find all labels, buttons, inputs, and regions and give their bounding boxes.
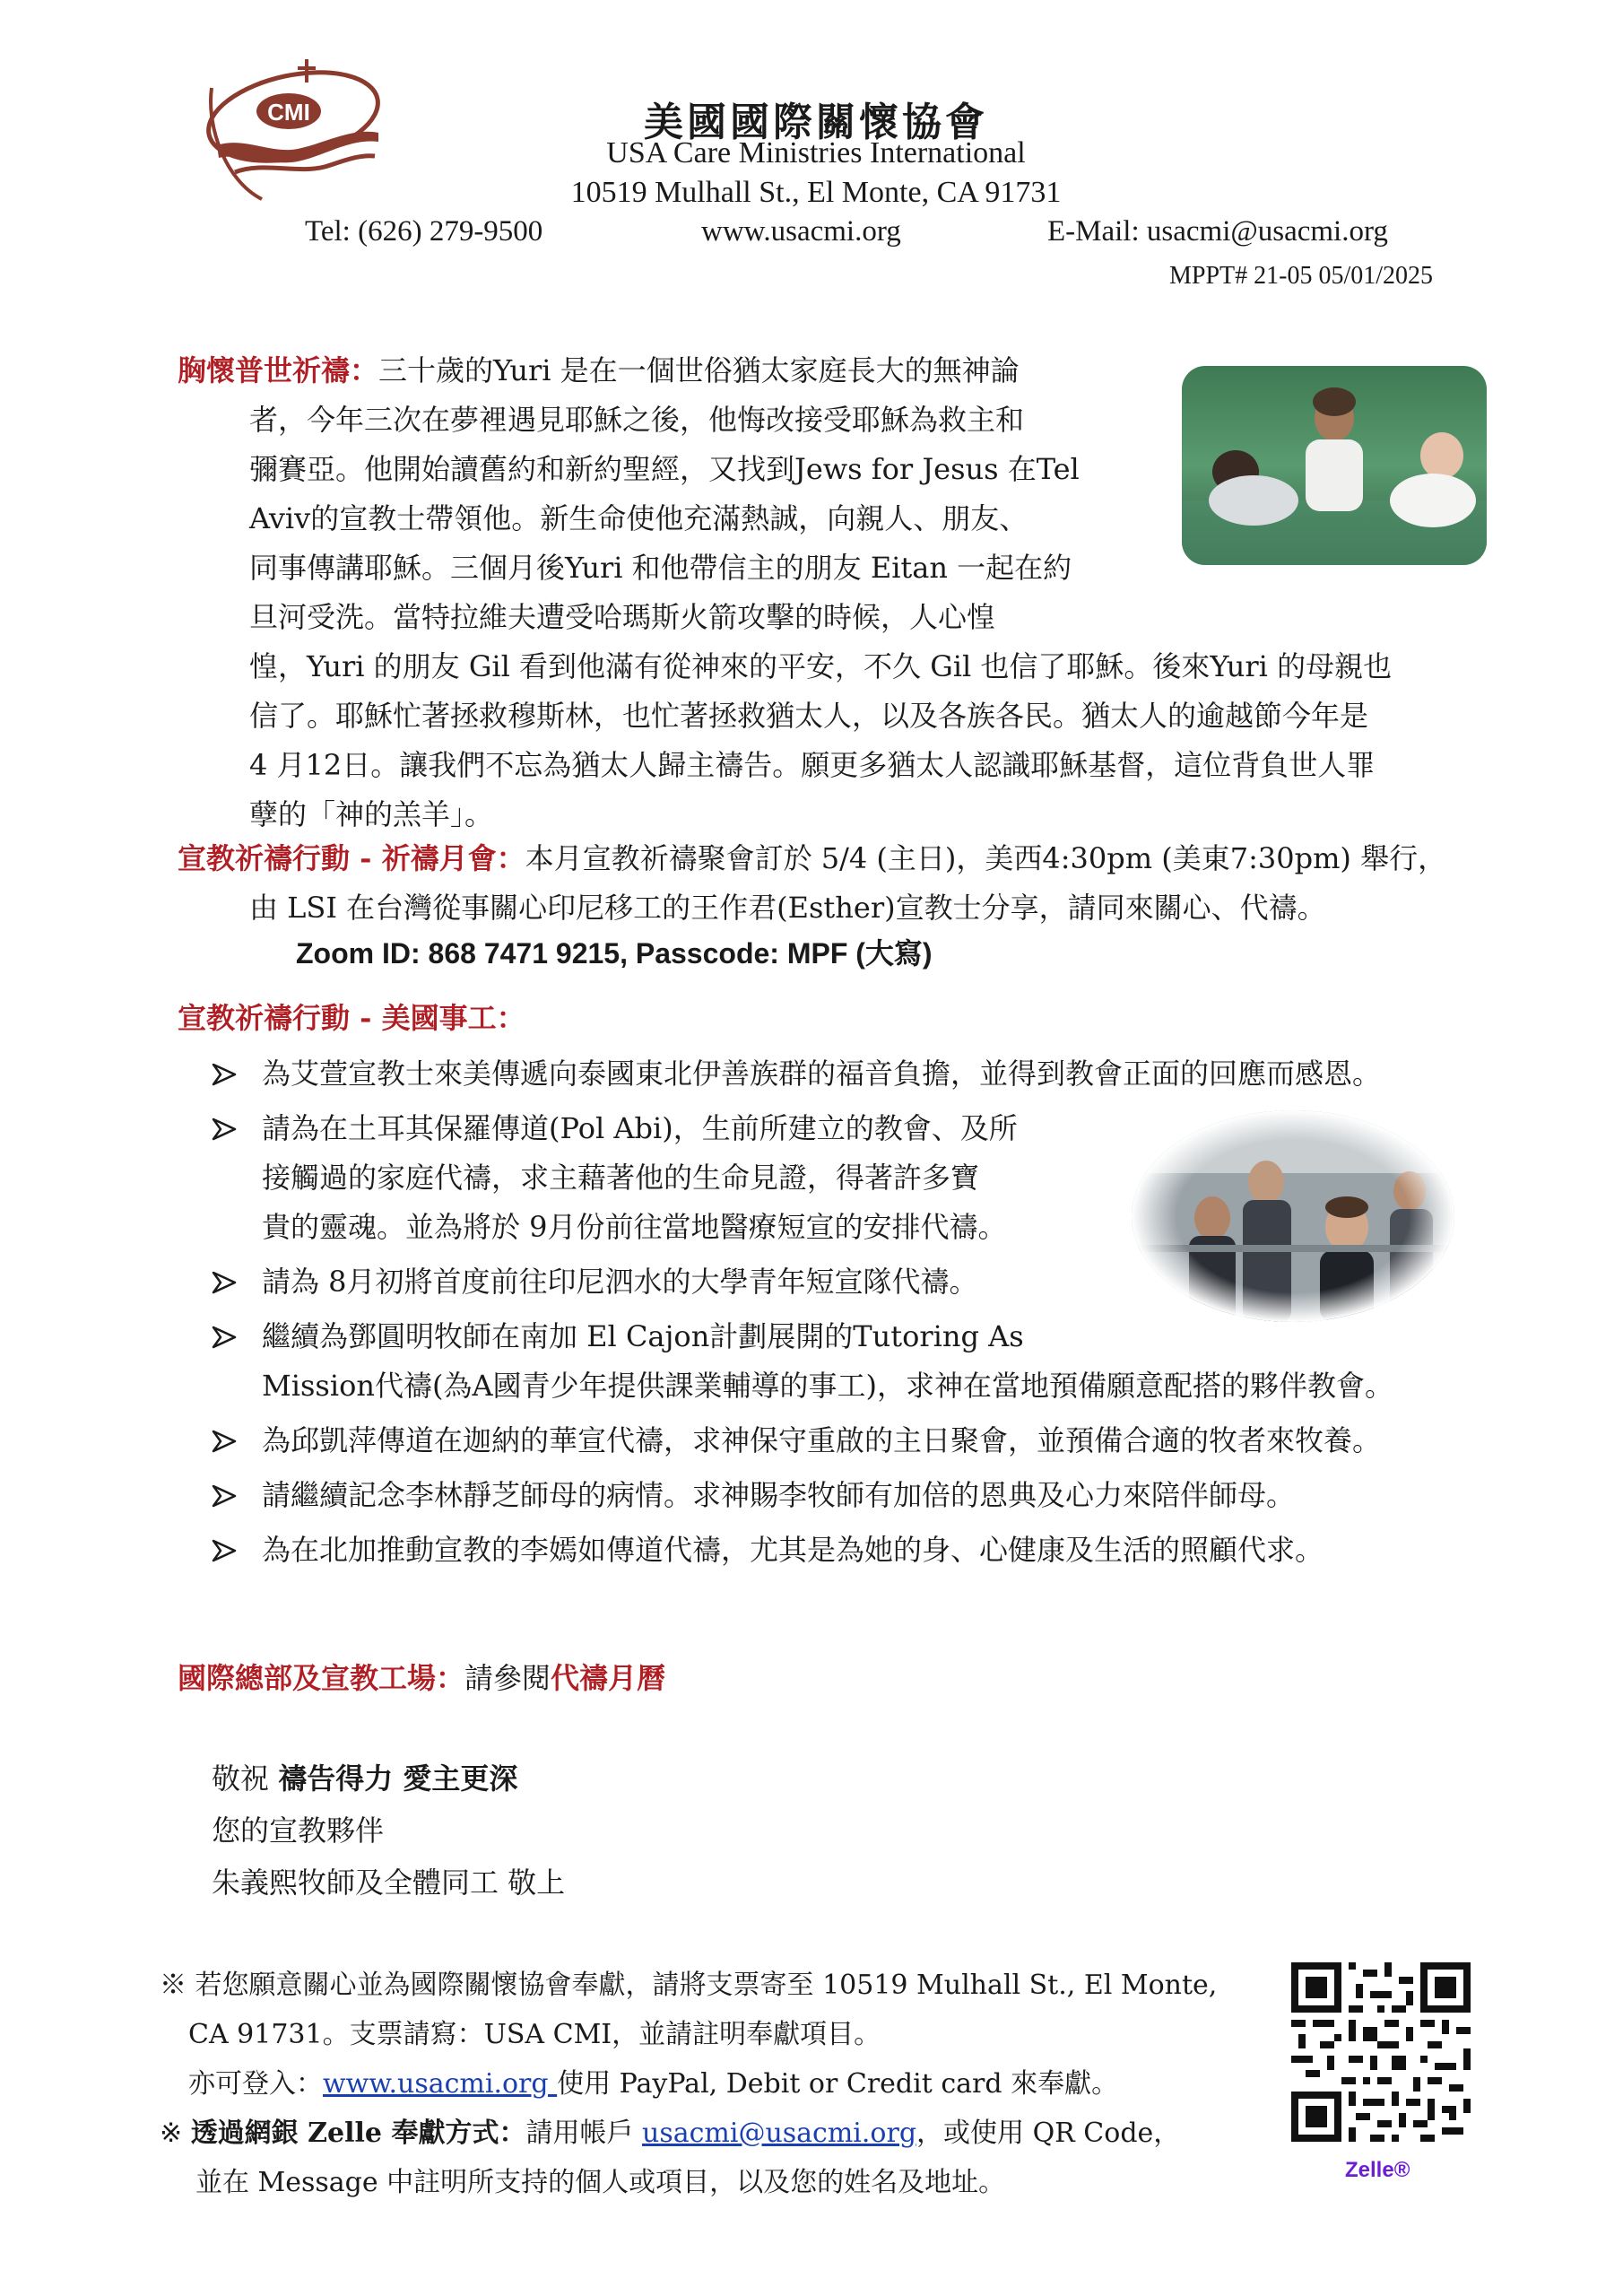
children-photo — [1132, 1110, 1454, 1322]
footer-text: ※ — [160, 2118, 191, 2149]
arrow-bullet-icon — [212, 1484, 237, 1508]
paragraph-line: 由 LSI 在台灣從事關心印尼移工的王作君(Esther)宣教士分享，請同來關心、代禱。 — [249, 891, 1326, 925]
org-name-zh: 美國國際關懷協會 — [644, 100, 988, 144]
bullet-line: 貴的靈魂。並為將於 9月份前往當地醫療短宣的安排代禱。 — [262, 1210, 1007, 1244]
cmi-logo — [199, 56, 392, 206]
footer-text: ，或使用 QR Code， — [916, 2118, 1181, 2149]
bullet-line: 請為在土耳其保羅傳道(Pol Abi)，生前所建立的教會、及所 — [262, 1111, 1018, 1145]
zelle-email-link[interactable]: usacmi@usacmi.org — [642, 2118, 917, 2149]
baptism-photo — [1182, 366, 1487, 565]
footer-line: CA 91731。支票請寫：USA CMI，並請註明奉獻項目。 — [188, 2019, 881, 2050]
section-prayer-meeting — [178, 834, 1576, 933]
paragraph-line: 本月宣教祈禱聚會訂於 5/4 (主日)，美西4:30pm (美東7:30pm) 舉行， — [525, 841, 1447, 875]
footer-line: ※ 若您願意關心並為國際關懷協會奉獻，請將支票寄至 10519 Mulhall St., El Monte, — [160, 1970, 1218, 2001]
section-text: 請參閱 — [464, 1661, 551, 1695]
footer-line: 並在 Message 中註明所支持的個人或項目，以及您的姓名及地址。 — [195, 2167, 1006, 2198]
paragraph-line: 旦河受洗。當特拉維夫遭受哈瑪斯火箭攻擊的時候，人心惶 — [249, 600, 996, 634]
paragraph-line: 信了。耶穌忙著拯救穆斯林，也忙著拯救猶太人，以及各族各民。猶太人的逾越節今年是 — [249, 699, 1369, 733]
section-title: 胸懷普世祈禱： — [178, 353, 379, 387]
bullet-line: 為邱凱萍傳道在迦納的華宣代禱，求神保守重啟的主日聚會，並預備合適的牧者來牧養。 — [262, 1423, 1382, 1457]
footer-text: 亦可登入： — [188, 2068, 323, 2100]
paragraph-line: 者，今年三次在夢裡遇見耶穌之後，他悔改接受耶穌為救主和 — [249, 403, 1025, 437]
list-item — [212, 1471, 1610, 1520]
bullet-line: 請為 8月初將首度前往印尼泗水的大學青年短宣隊代禱。 — [262, 1265, 978, 1299]
zelle-logo: Zelle® — [1345, 2158, 1410, 2182]
zoom-info[interactable]: Zoom ID: 868 7471 9215, Passcode: MPF (大寫) — [296, 937, 933, 970]
bullet-line: 接觸過的家庭代禱，求主藉著他的生命見證，得著許多寶 — [262, 1161, 980, 1195]
footer-text: 使用 PayPal, Debit or Credit card 來奉獻。 — [557, 2068, 1119, 2100]
list-item — [212, 1416, 1610, 1465]
list-item — [212, 1049, 1610, 1099]
logo-text: CMI — [267, 99, 310, 126]
greeting-blessing: 禱告得力 愛主更深 — [278, 1761, 518, 1796]
org-name-en: USA Care Ministries International — [606, 136, 1026, 170]
paragraph-line: 孽的「神的羔羊」。 — [249, 797, 494, 831]
website-link[interactable]: www.usacmi.org — [323, 2068, 558, 2100]
qr-code[interactable] — [1291, 1962, 1471, 2142]
zelle-heading: 透過網銀 Zelle 奉獻方式： — [190, 2118, 526, 2149]
arrow-bullet-icon — [212, 1539, 237, 1562]
section-title: 宣教祈禱行動 - 祈禱月會： — [178, 841, 525, 875]
donation-footer — [160, 1961, 1217, 2207]
paragraph-line: Aviv的宣教士帶領他。新生命使他充滿熱誠，向親人、朋友、 — [249, 501, 1028, 535]
website-link[interactable]: www.usacmi.org — [701, 215, 901, 248]
closing-line: 您的宣教夥伴 — [212, 1813, 385, 1848]
paragraph-line: 惶，Yuri 的朋友 Gil 看到他滿有從神來的平安，不久 Gil 也信了耶穌。後來Yuri 的母親也 — [249, 649, 1393, 683]
paragraph-line: 4 月12日。讓我們不忘為猶太人歸主禱告。願更多猶太人認識耶穌基督，這位背負世人罪 — [249, 748, 1376, 782]
section-title: 國際總部及宣教工場： — [178, 1661, 465, 1695]
org-address: 10519 Mulhall St., El Monte, CA 91731 — [570, 176, 1062, 209]
closing-signature-line: 朱義熙牧師及全體同工 敬上 — [212, 1866, 566, 1900]
arrow-bullet-icon — [212, 1430, 237, 1453]
bullet-line: 繼續為鄧圓明牧師在南加 El Cajon計劃展開的Tutoring As — [262, 1319, 1024, 1353]
bullet-line: 為艾萱宣教士來美傳遞向泰國東北伊善族群的福音負擔，並得到教會正面的回應而感恩。 — [262, 1057, 1382, 1091]
footer-text: 請用帳戶 — [525, 2118, 642, 2149]
arrow-bullet-icon — [212, 1271, 237, 1294]
list-item — [212, 1526, 1610, 1575]
bullet-line: 請繼續記念李林靜芝師母的病情。求神賜李牧師有加倍的恩典及心力來陪伴師母。 — [262, 1478, 1296, 1512]
phone-number: Tel: (626) 279-9500 — [305, 215, 543, 248]
email-address[interactable]: E-Mail: usacmi@usacmi.org — [1047, 215, 1388, 248]
bullet-line: Mission代禱(為A國青少年提供課業輔導的事工)，求神在當地預備願意配搭的夥伴教會。 — [262, 1369, 1394, 1403]
list-item — [212, 1312, 1610, 1411]
paragraph-line: 三十歲的Yuri 是在一個世俗猶太家庭長大的無神論 — [378, 353, 1020, 387]
prayer-calendar-link[interactable]: 代禱月曆 — [551, 1661, 666, 1695]
section-international — [178, 1656, 665, 1697]
arrow-bullet-icon — [212, 1063, 237, 1086]
closing-signature — [212, 1752, 565, 1909]
arrow-bullet-icon — [212, 1118, 237, 1141]
document-reference: MPPT# 21-05 05/01/2025 — [1168, 262, 1433, 290]
arrow-bullet-icon — [212, 1326, 237, 1349]
paragraph-line: 彌賽亞。他開始讀舊約和新約聖經，又找到Jews for Jesus 在Tel — [249, 452, 1080, 486]
paragraph-line: 同事傳講耶穌。三個月後Yuri 和他帶信主的朋友 Eitan 一起在約 — [249, 551, 1072, 585]
bullet-line: 為在北加推動宣教的李嫣如傳道代禱，尤其是為她的身、心健康及生活的照顧代求。 — [262, 1533, 1324, 1567]
greeting-prefix: 敬祝 — [212, 1761, 279, 1796]
section-title-us-ministry: 宣教祈禱行動 - 美國事工： — [178, 1001, 525, 1035]
